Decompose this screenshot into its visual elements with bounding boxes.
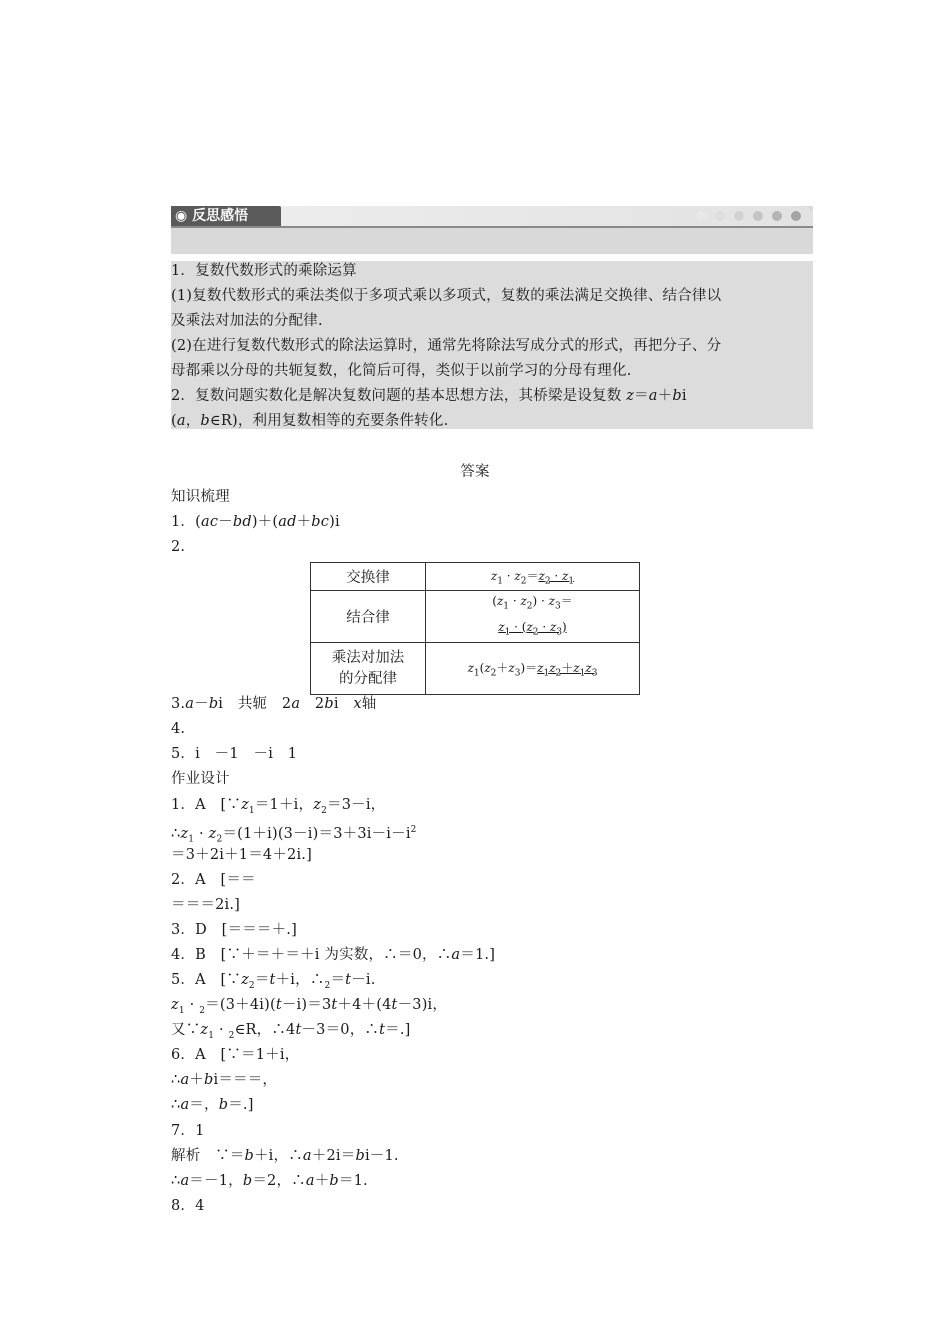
law-associative: 结合律 [311, 591, 426, 643]
homework-line-17: 8．4 [171, 1198, 205, 1214]
knowledge-5: 5．i －1 －i 1 [171, 746, 298, 762]
law-distributive-formula: $z_1(z_2+z_3)=z_1z_2+z_1z_3$ [426, 643, 640, 695]
header-divider [171, 226, 813, 228]
dot-6 [791, 211, 801, 221]
homework-line-5: ＝＝＝2i.] [171, 897, 241, 913]
header-dots [696, 211, 801, 221]
dot-1 [696, 211, 706, 221]
summary-line-6: 2．复数问题实数化是解决复数问题的基本思想方法，其桥梁是设复数 z＝a＋bi [171, 388, 687, 404]
dot-2 [715, 211, 725, 221]
knowledge-2: 2. [171, 539, 186, 555]
homework-line-11: 6．A [∵＝1＋i， [171, 1047, 300, 1063]
section-header [171, 206, 813, 254]
dot-5 [772, 211, 782, 221]
homework-line-1: 1．A [$\because z_1=1+i$，$z_2=3-i$， [171, 797, 386, 816]
homework-line-3: ＝3＋2i＋1＝4＋2i.] [171, 847, 312, 863]
summary-line-3: 及乘法对加法的分配律. [171, 313, 323, 329]
homework-line-12: ∴a＋bi＝＝＝， [171, 1072, 278, 1088]
section-title: ◉ 反思感悟 [171, 206, 281, 226]
homework-line-6: 3．D [＝＝＝＋.] [171, 922, 297, 938]
law-table [310, 562, 640, 695]
law-associative-formula: $(z_1 \cdot z_2) \cdot z_3=$ $z_1 \cdot (z_2 \cdot z_3)$ [426, 591, 640, 643]
knowledge-1: 1．(ac－bd)＋(ad＋bc)i [171, 514, 340, 530]
table-row [311, 643, 640, 695]
law-commutative: 交换律 [311, 563, 426, 591]
header-strip [277, 206, 813, 226]
summary-line-5: 母都乘以分母的共轭复数，化简后可得，类似于以前学习的分母有理化. [171, 363, 632, 379]
table-row [311, 591, 640, 643]
summary-line-7: (a，b∈R)，利用复数相等的充要条件转化. [171, 413, 449, 429]
homework-line-16: ∴a＝－1，b＝2，∴a＋b＝1. [171, 1173, 368, 1189]
table-row [311, 563, 640, 591]
knowledge-4: 4. [171, 721, 186, 737]
law-distributive: 乘法对加法 的分配律 [311, 643, 426, 695]
homework-line-14: 7．1 [171, 1123, 205, 1139]
homework-line-8: 5．A [$\because z_2=t+i$，$\therefore_2=t-i$. [171, 972, 376, 991]
knowledge-3: 3.a－bi 共轭 2a 2bi x轴 [171, 696, 377, 712]
homework-line-2: $\therefore z_1 \cdot z_2=(1+i)(3-i)=3+3i-i-i^2$ [171, 825, 417, 845]
summary-line-1: 1．复数代数形式的乘除运算 [171, 263, 357, 279]
law-commutative-formula: $z_1 \cdot z_2=z_2 \cdot z_1$ [426, 563, 640, 591]
knowledge-heading: 知识梳理 [171, 489, 230, 505]
homework-line-9: $z_1 \cdot _2=(3+4i)(t-i)=3t+4+(4t-3)i$， [171, 997, 448, 1016]
summary-line-2: (1)复数代数形式的乘法类似于多项式乘以多项式，复数的乘法满足交换律、结合律以 [171, 288, 722, 304]
summary-line-4: (2)在进行复数代数形式的除法运算时，通常先将除法写成分式的形式，再把分子、分 [171, 338, 722, 354]
homework-line-7: 4．B [∵＋＝＋＝＋i 为实数，∴＝0，∴a＝1.] [171, 947, 496, 963]
homework-line-13: ∴a＝，b＝.] [171, 1097, 254, 1113]
dot-3 [734, 211, 744, 221]
homework-line-15: 解析 ∵＝b＋i，∴a＋2i＝bi－1. [171, 1148, 399, 1164]
answers-title: 答案 [460, 464, 490, 480]
homework-line-10: 又$\because z_1$ · $_2$∈R，∴4t－3＝0，∴t＝.] [171, 1022, 411, 1041]
homework-heading: 作业设计 [171, 771, 230, 787]
dot-4 [753, 211, 763, 221]
homework-line-4: 2．A [＝＝ [171, 872, 256, 888]
